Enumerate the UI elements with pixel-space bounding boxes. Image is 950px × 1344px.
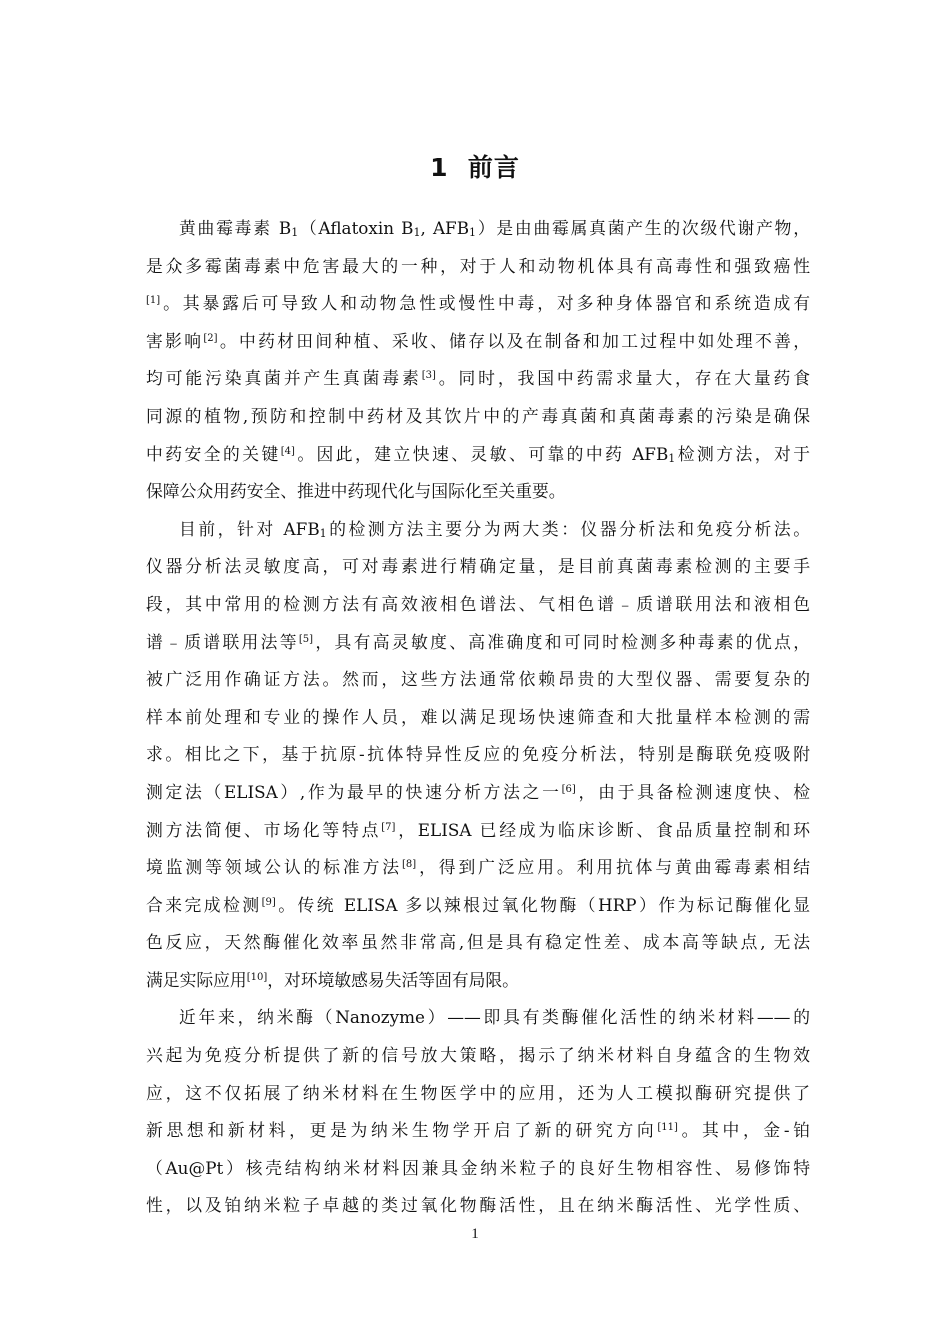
text-line: 应，这不仅拓展了纳米材料在生物医学中的应用，还为人工模拟酶研究提供了 [146,1082,810,1103]
citation: [7] [381,821,396,833]
text-line: 测方法简便、市场化等特点[7]，ELISA 已经成为临床诊断、食品质量控制和环 [146,819,810,840]
citation: [4] [280,445,295,457]
citation: [5] [298,633,314,645]
text-line: 均可能污染真菌并产生真菌毒素[3]。同时，我国中药需求量大，存在大量药食 [146,368,810,389]
text-line: 样本前处理和专业的操作人员，难以满足现场快速筛查和大批量样本检测的需 [146,706,810,727]
section-heading [0,148,950,184]
text-line: 是众多霉菌毒素中危害最大的一种，对于人和动物机体具有高毒性和强致癌性 [146,255,810,276]
text-line: 求。相比之下，基于抗原-抗体特异性反应的免疫分析法，特别是酶联免疫吸附 [146,744,810,765]
body-text [146,210,810,1225]
text-line: 新思想和新材料，更是为纳米生物学开启了新的研究方向[11]。其中，金-铂 [146,1120,810,1141]
heading-text: 前言 [467,153,520,182]
citation: [6] [561,783,576,795]
citation: [8] [401,859,417,871]
heading-number: 1 [430,153,449,182]
text-line: 保障公众用药安全、推进中药现代化与国际化至关重要。 [146,481,566,502]
text-line: 性，以及铂纳米粒子卓越的类过氧化物酶活性，且在纳米酶活性、光学性质、 [146,1195,810,1216]
citation: [3] [421,370,436,382]
text-line: 中药安全的关键[4]。因此，建立快速、灵敏、可靠的中药 $AFB_1$检测方法，对于 [146,443,810,465]
citation: [1] [146,295,161,307]
text-line: 兴起为免疫分析提供了新的信号放大策略，揭示了纳米材料自身蕴含的生物效 [146,1045,810,1066]
text-line: [1]。其暴露后可导致人和动物急性或慢性中毒，对多种身体器官和系统造成有 [146,293,810,314]
text-line: 谱﹣质谱联用法等[5]，具有高灵敏度、高准确度和可同时检测多种毒素的优点， [146,631,810,652]
text-line: 近年来，纳米酶（Nanozyme）——即具有类酶催化活性的纳米材料——的 [179,1007,810,1028]
citation: [11] [657,1122,678,1134]
text-line: 仪器分析法灵敏度高，可对毒素进行精确定量，是目前真菌毒素检测的主要手 [146,556,810,577]
text-line: 被广泛用作确证方法。然而，这些方法通常依赖昂贵的大型仪器、需要复杂的 [146,669,810,690]
text-line: 黄曲霉毒素 $B_1(Aflatoxin$ $B_1$, $AFB_1$）是由曲霉属真菌产生的次级代谢产物， [179,218,810,239]
text-line: 目前，针对 $AFB_1$的检测方法主要分为两大类：仪器分析法和免疫分析法。 [179,518,810,540]
text-line: 同源的植物,预防和控制中药材及其饮片中的产毒真菌和真菌毒素的污染是确保 [146,405,810,426]
text-line: 合来完成检测[9]。传统 ELISA 多以辣根过氧化物酶（HRP）作为标记酶催化显 [146,894,810,915]
citation: [2] [203,332,218,344]
text-line: 测定法（ELISA）,作为最早的快速分析方法之一[6]，由于具备检测速度快、检 [146,781,810,802]
citation: [9] [261,896,276,908]
text-line: 段，其中常用的检测方法有高效液相色谱法、气相色谱﹣质谱联用法和液相色 [146,593,810,614]
citation: [10] [246,971,268,983]
text-line: 满足实际应用[10]，对环境敏感易失活等固有局限。 [146,969,519,990]
page-number: 1 [471,1226,479,1242]
text-line: 境监测等领域公认的标准方法[8]，得到广泛应用。利用抗体与黄曲霉毒素相结 [146,857,810,878]
text-line: 色反应，天然酶催化效率虽然非常高,但是具有稳定性差、成本高等缺点, 无法 [146,932,810,953]
text-line: 害影响[2]。中药材田间种植、采收、储存以及在制备和加工过程中如处理不善， [146,330,810,351]
text-line: （Au@Pt）核壳结构纳米材料因兼具金纳米粒子的良好生物相容性、易修饰特 [146,1157,810,1178]
